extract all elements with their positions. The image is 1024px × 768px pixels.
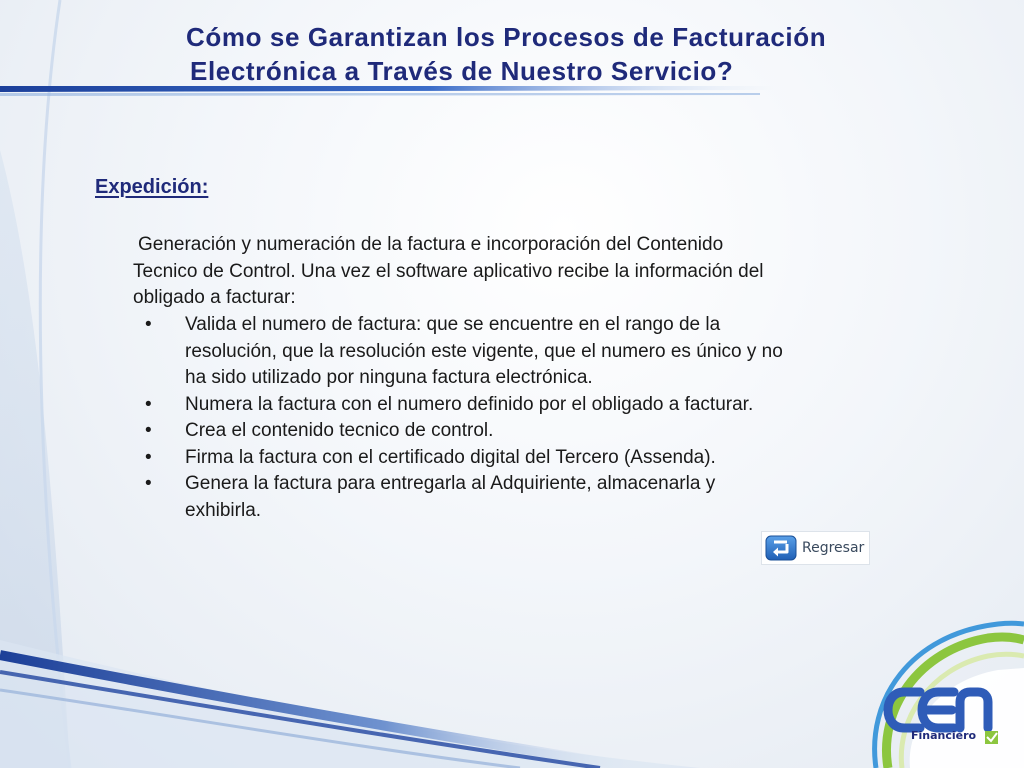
bullet-icon: • — [145, 314, 152, 335]
back-arrow-icon — [765, 535, 797, 561]
list-item-text: ha sido utilizado por ninguna factura electrónica. — [185, 367, 593, 388]
list-item — [133, 471, 913, 524]
slide-title — [186, 20, 1006, 88]
list-item-text: Valida el numero de factura: que se encuentre en el rango de la — [185, 314, 721, 335]
bullet-icon: • — [145, 473, 152, 494]
slide-title-line-1: Cómo se Garantizan los Procesos de Facturación — [186, 22, 827, 52]
list-item-text: Numera la factura con el numero definido por el obligado a facturar. — [185, 393, 754, 415]
list-item-text: Firma la factura con el certificado digital del Tercero (Assenda). — [185, 446, 716, 468]
intro-line: Tecnico de Control. Una vez el software aplicativo recibe la información del — [133, 260, 764, 282]
back-button-label: Regresar — [802, 540, 865, 556]
bullet-icon: • — [145, 393, 152, 415]
intro-paragraph — [133, 232, 913, 312]
list-item-text: exhibirla. — [185, 499, 262, 521]
logo-brand-text: Financiero — [911, 729, 977, 742]
slide-title-line-2: Electrónica a Través de Nuestro Servicio? — [190, 56, 734, 86]
bullet-list — [133, 312, 913, 524]
bullet-icon: • — [145, 446, 152, 468]
list-item — [133, 445, 913, 472]
cen-logo — [858, 620, 1024, 768]
list-item-text: Genera la factura para entregarla al Adquiriente, almacenarla y — [185, 473, 716, 494]
list-item-text: resolución, que la resolución este vigente, que el numero es único y no — [185, 340, 783, 362]
intro-line: obligado a facturar: — [133, 287, 296, 308]
bullet-icon: • — [145, 420, 152, 441]
intro-line: Generación y numeración de la factura e incorporación del Contenido — [138, 234, 724, 255]
list-item-text: Crea el contenido tecnico de control. — [185, 420, 494, 441]
list-item — [133, 392, 913, 419]
list-item — [133, 312, 913, 392]
section-heading: Expedición: — [95, 176, 209, 198]
list-item — [133, 418, 913, 445]
back-button[interactable] — [761, 531, 870, 565]
